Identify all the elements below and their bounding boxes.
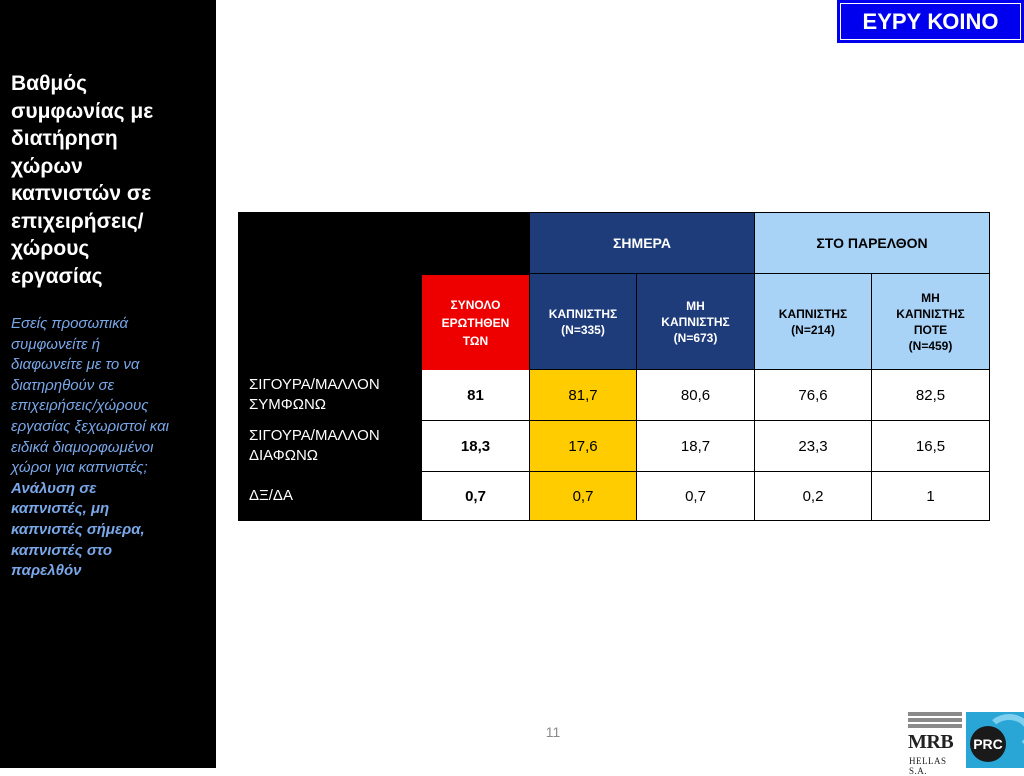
results-table xyxy=(238,212,990,521)
cell-nonsmoker-today: 80,6 xyxy=(637,370,755,421)
row-label-line: ΣΙΓΟΥΡΑ/ΜΑΛΛΟΝ xyxy=(249,427,380,444)
cell-total: 81 xyxy=(422,370,530,421)
question-line: επιχειρήσεις/χώρους xyxy=(11,397,149,415)
cell-never-smoker: 16,5 xyxy=(872,421,990,472)
cell-nonsmoker-today: 0,7 xyxy=(637,472,755,521)
title-line: διατήρηση xyxy=(11,127,118,150)
slide-title xyxy=(11,70,211,290)
question-line: συμφωνείτε ή xyxy=(11,335,101,353)
cell-total: 18,3 xyxy=(422,421,530,472)
cell-smoker-past: 0,2 xyxy=(755,472,872,521)
header-line: ΠΟΤΕ xyxy=(913,322,948,337)
analysis-note-line: καπνιστές σήμερα, xyxy=(11,520,145,538)
column-header-smoker-today xyxy=(530,274,637,370)
row-label xyxy=(239,472,422,521)
table-row xyxy=(239,421,990,472)
mrb-logo-text: MRB xyxy=(908,731,954,753)
group-header-row xyxy=(239,213,990,274)
audience-badge-label: ΕΥΡΥ ΚΟΙΝΟ xyxy=(840,3,1021,40)
cell-smoker-past: 23,3 xyxy=(755,421,872,472)
column-header-nonsmoker-today xyxy=(637,274,755,370)
question-line: διαφωνείτε με το να xyxy=(11,356,140,374)
title-line: επιχειρήσεις/ xyxy=(11,209,144,233)
logo-bar xyxy=(908,718,962,722)
title-line: καπνιστών σε xyxy=(11,182,152,205)
prc-logo xyxy=(966,712,1024,768)
question-line: Εσείς προσωπικά xyxy=(11,315,129,332)
group-header-past: ΣΤΟ ΠΑΡΕΛΘΟΝ xyxy=(755,213,990,274)
header-line: ΜΗ xyxy=(686,298,705,313)
column-header-smoker-past xyxy=(755,274,872,370)
table-row xyxy=(239,370,990,421)
row-label xyxy=(239,421,422,472)
mrb-logo-subtext: HELLAS S.A. xyxy=(909,756,947,776)
question-line: χώροι για καπνιστές; xyxy=(11,459,148,477)
title-line: Βαθμός xyxy=(11,72,88,95)
table-row xyxy=(239,472,990,521)
analysis-note-line: Ανάλυση σε xyxy=(11,479,97,497)
audience-badge xyxy=(837,0,1024,43)
column-header-total xyxy=(421,274,529,370)
prc-logo-text: PRC xyxy=(970,726,1006,762)
question-line: ειδικά διαμορφωμένοι xyxy=(11,438,154,456)
header-line: ΚΑΠΝΙΣΤΗΣ xyxy=(548,306,618,321)
cell-smoker-today: 17,6 xyxy=(530,421,637,472)
title-line: χώρους xyxy=(11,237,90,260)
cell-smoker-past: 76,6 xyxy=(755,370,872,421)
title-line: συμφωνίας με xyxy=(11,99,154,123)
logo-bar xyxy=(908,724,962,728)
row-label-line: ΣΥΜΦΩΝΩ xyxy=(249,396,326,413)
cell-smoker-today: 81,7 xyxy=(530,370,637,421)
header-line: ΤΩΝ xyxy=(462,333,489,348)
logo-bar xyxy=(908,712,962,716)
header-line: (N=459) xyxy=(908,338,953,353)
mrb-logo xyxy=(908,712,964,776)
header-line: ΣΥΝΟΛΟ xyxy=(450,297,501,312)
survey-question xyxy=(11,314,211,582)
header-line: (N=673) xyxy=(673,330,718,345)
header-line: ΚΑΠΝΙΣΤΗΣ xyxy=(661,314,730,329)
cell-nonsmoker-today: 18,7 xyxy=(637,421,755,472)
column-header-never-smoker xyxy=(872,274,990,370)
header-line: ΜΗ xyxy=(921,290,940,305)
header-line: ΚΑΠΝΙΣΤΗΣ xyxy=(778,306,848,321)
header-line: (N=214) xyxy=(791,322,835,337)
cell-never-smoker: 1 xyxy=(872,472,990,521)
title-line: χώρων xyxy=(11,154,83,178)
header-line: ΚΑΠΝΙΣΤΗΣ xyxy=(896,306,965,321)
row-label xyxy=(239,370,422,421)
cell-smoker-today: 0,7 xyxy=(530,472,637,521)
cell-never-smoker: 82,5 xyxy=(872,370,990,421)
sidebar-panel xyxy=(0,0,216,768)
group-header-today: ΣΗΜΕΡΑ xyxy=(530,213,755,274)
header-line: (N=335) xyxy=(561,322,605,337)
row-label-line: ΔΙΑΦΩΝΩ xyxy=(249,447,318,464)
header-line: ΕΡΩΤΗΘΕΝ xyxy=(441,315,510,330)
analysis-note-line: παρελθόν xyxy=(11,562,82,580)
title-line: εργασίας xyxy=(11,264,103,288)
cell-total: 0,7 xyxy=(422,472,530,521)
analysis-note-line: καπνιστές, μη xyxy=(11,500,110,518)
analysis-note-line: καπνιστές στο xyxy=(11,541,113,559)
question-line: εργασίας ξεχωριστοί και xyxy=(11,417,169,435)
row-label-line: ΣΙΓΟΥΡΑ/ΜΑΛΛΟΝ xyxy=(249,376,380,393)
row-label-line: ΔΞ/ΔΑ xyxy=(249,487,293,504)
page-number: 11 xyxy=(545,724,561,740)
question-line: διατηρηθούν σε xyxy=(11,376,115,394)
